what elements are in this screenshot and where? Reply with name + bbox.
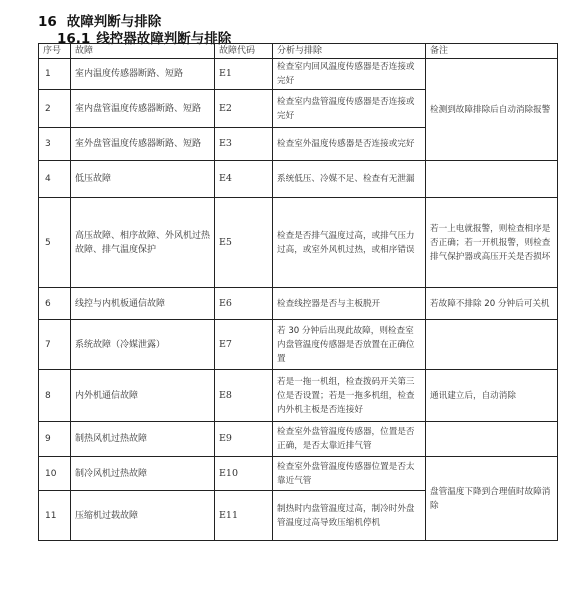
cell-fix: 检查室内回风温度传感器是否连接或完好 [273,59,426,90]
table-row [39,422,558,457]
cell-note: 通讯建立后，自动消除 [426,370,558,422]
cell-note: 检测到故障排除后自动消除报警 [426,59,558,161]
cell-no: 3 [39,128,71,161]
table-row [39,161,558,198]
fault-table [38,43,558,541]
cell-fault: 线控与内机板通信故障 [71,288,215,320]
cell-code: E4 [215,161,273,198]
cell-no: 2 [39,90,71,128]
cell-code: E5 [215,198,273,288]
cell-code: E2 [215,90,273,128]
cell-no: 4 [39,161,71,198]
cell-code: E1 [215,59,273,90]
cell-fault: 室外盘管温度传感器断路、短路 [71,128,215,161]
cell-code: E9 [215,422,273,457]
cell-note: 盘管温度下降到合理值时故障消除 [426,457,558,541]
cell-fix: 制热时内盘管温度过高，制冷时外盘管温度过高导致压缩机停机 [273,491,426,541]
cell-code: E11 [215,491,273,541]
table-row [39,320,558,370]
cell-fix: 检查室外温度传感器是否连接或完好 [273,128,426,161]
cell-no: 11 [39,491,71,541]
section-title: 故障判断与排除 [66,14,162,30]
cell-note [426,161,558,198]
table-row [39,457,558,491]
cell-no: 1 [39,59,71,90]
cell-fault: 制热风机过热故障 [71,422,215,457]
cell-no: 5 [39,198,71,288]
table-row [39,370,558,422]
cell-fault: 高压故障、相序故障、外风机过热故障、排气温度保护 [71,198,215,288]
cell-code: E8 [215,370,273,422]
cell-fix: 检查室外盘管温度传感器，位置是否正确，是否太靠近排气管 [273,422,426,457]
cell-code: E6 [215,288,273,320]
cell-code: E3 [215,128,273,161]
cell-note: 若故障不排除 20 分钟后可关机 [426,288,558,320]
table-row [39,198,558,288]
header-fault: 故障 [71,44,215,59]
cell-note: 若一上电就报警，则检查相序是否正确；若一开机报警，则检查排气保护器或高压开关是否损坏 [426,198,558,288]
header-code: 故障代码 [215,44,273,59]
cell-no: 6 [39,288,71,320]
header-note: 备注 [426,44,558,59]
cell-fault: 内外机通信故障 [71,370,215,422]
cell-fault: 压缩机过载故障 [71,491,215,541]
cell-fix: 检查室内盘管温度传感器是否连接或完好 [273,90,426,128]
table-row [39,288,558,320]
table-row [39,59,558,90]
cell-fault: 低压故障 [71,161,215,198]
cell-code: E7 [215,320,273,370]
cell-no: 10 [39,457,71,491]
cell-no: 9 [39,422,71,457]
table-header-row [39,44,558,59]
cell-fix: 若是一拖一机组，检查拨码开关第三位是否设置；若是一拖多机组，检查内外机主板是否连接好 [273,370,426,422]
subsection-title: 线控器故障判断与排除 [96,31,232,47]
cell-fix: 检查线控器是否与主板脱开 [273,288,426,320]
cell-note [426,320,558,370]
section-number: 16 [38,14,57,30]
cell-code: E10 [215,457,273,491]
cell-fix: 检查是否排气温度过高，或排气压力过高，或室外风机过热，或相序错误 [273,198,426,288]
cell-fix: 系统低压、冷媒不足、检查有无泄漏 [273,161,426,198]
cell-fault: 系统故障（冷媒泄露） [71,320,215,370]
cell-fault: 制冷风机过热故障 [71,457,215,491]
header-no: 序号 [39,44,71,59]
header-fix: 分析与排除 [273,44,426,59]
cell-note [426,422,558,457]
cell-fix: 检查室外盘管温度传感器位置是否太靠近气管 [273,457,426,491]
subsection-number: 16.1 [57,31,91,47]
cell-fault: 室内盘管温度传感器断路、短路 [71,90,215,128]
cell-fault: 室内温度传感器断路、短路 [71,59,215,90]
cell-no: 8 [39,370,71,422]
cell-no: 7 [39,320,71,370]
cell-fix: 若 30 分钟后出现此故障，则检查室内盘管温度传感器是否放置在正确位置 [273,320,426,370]
